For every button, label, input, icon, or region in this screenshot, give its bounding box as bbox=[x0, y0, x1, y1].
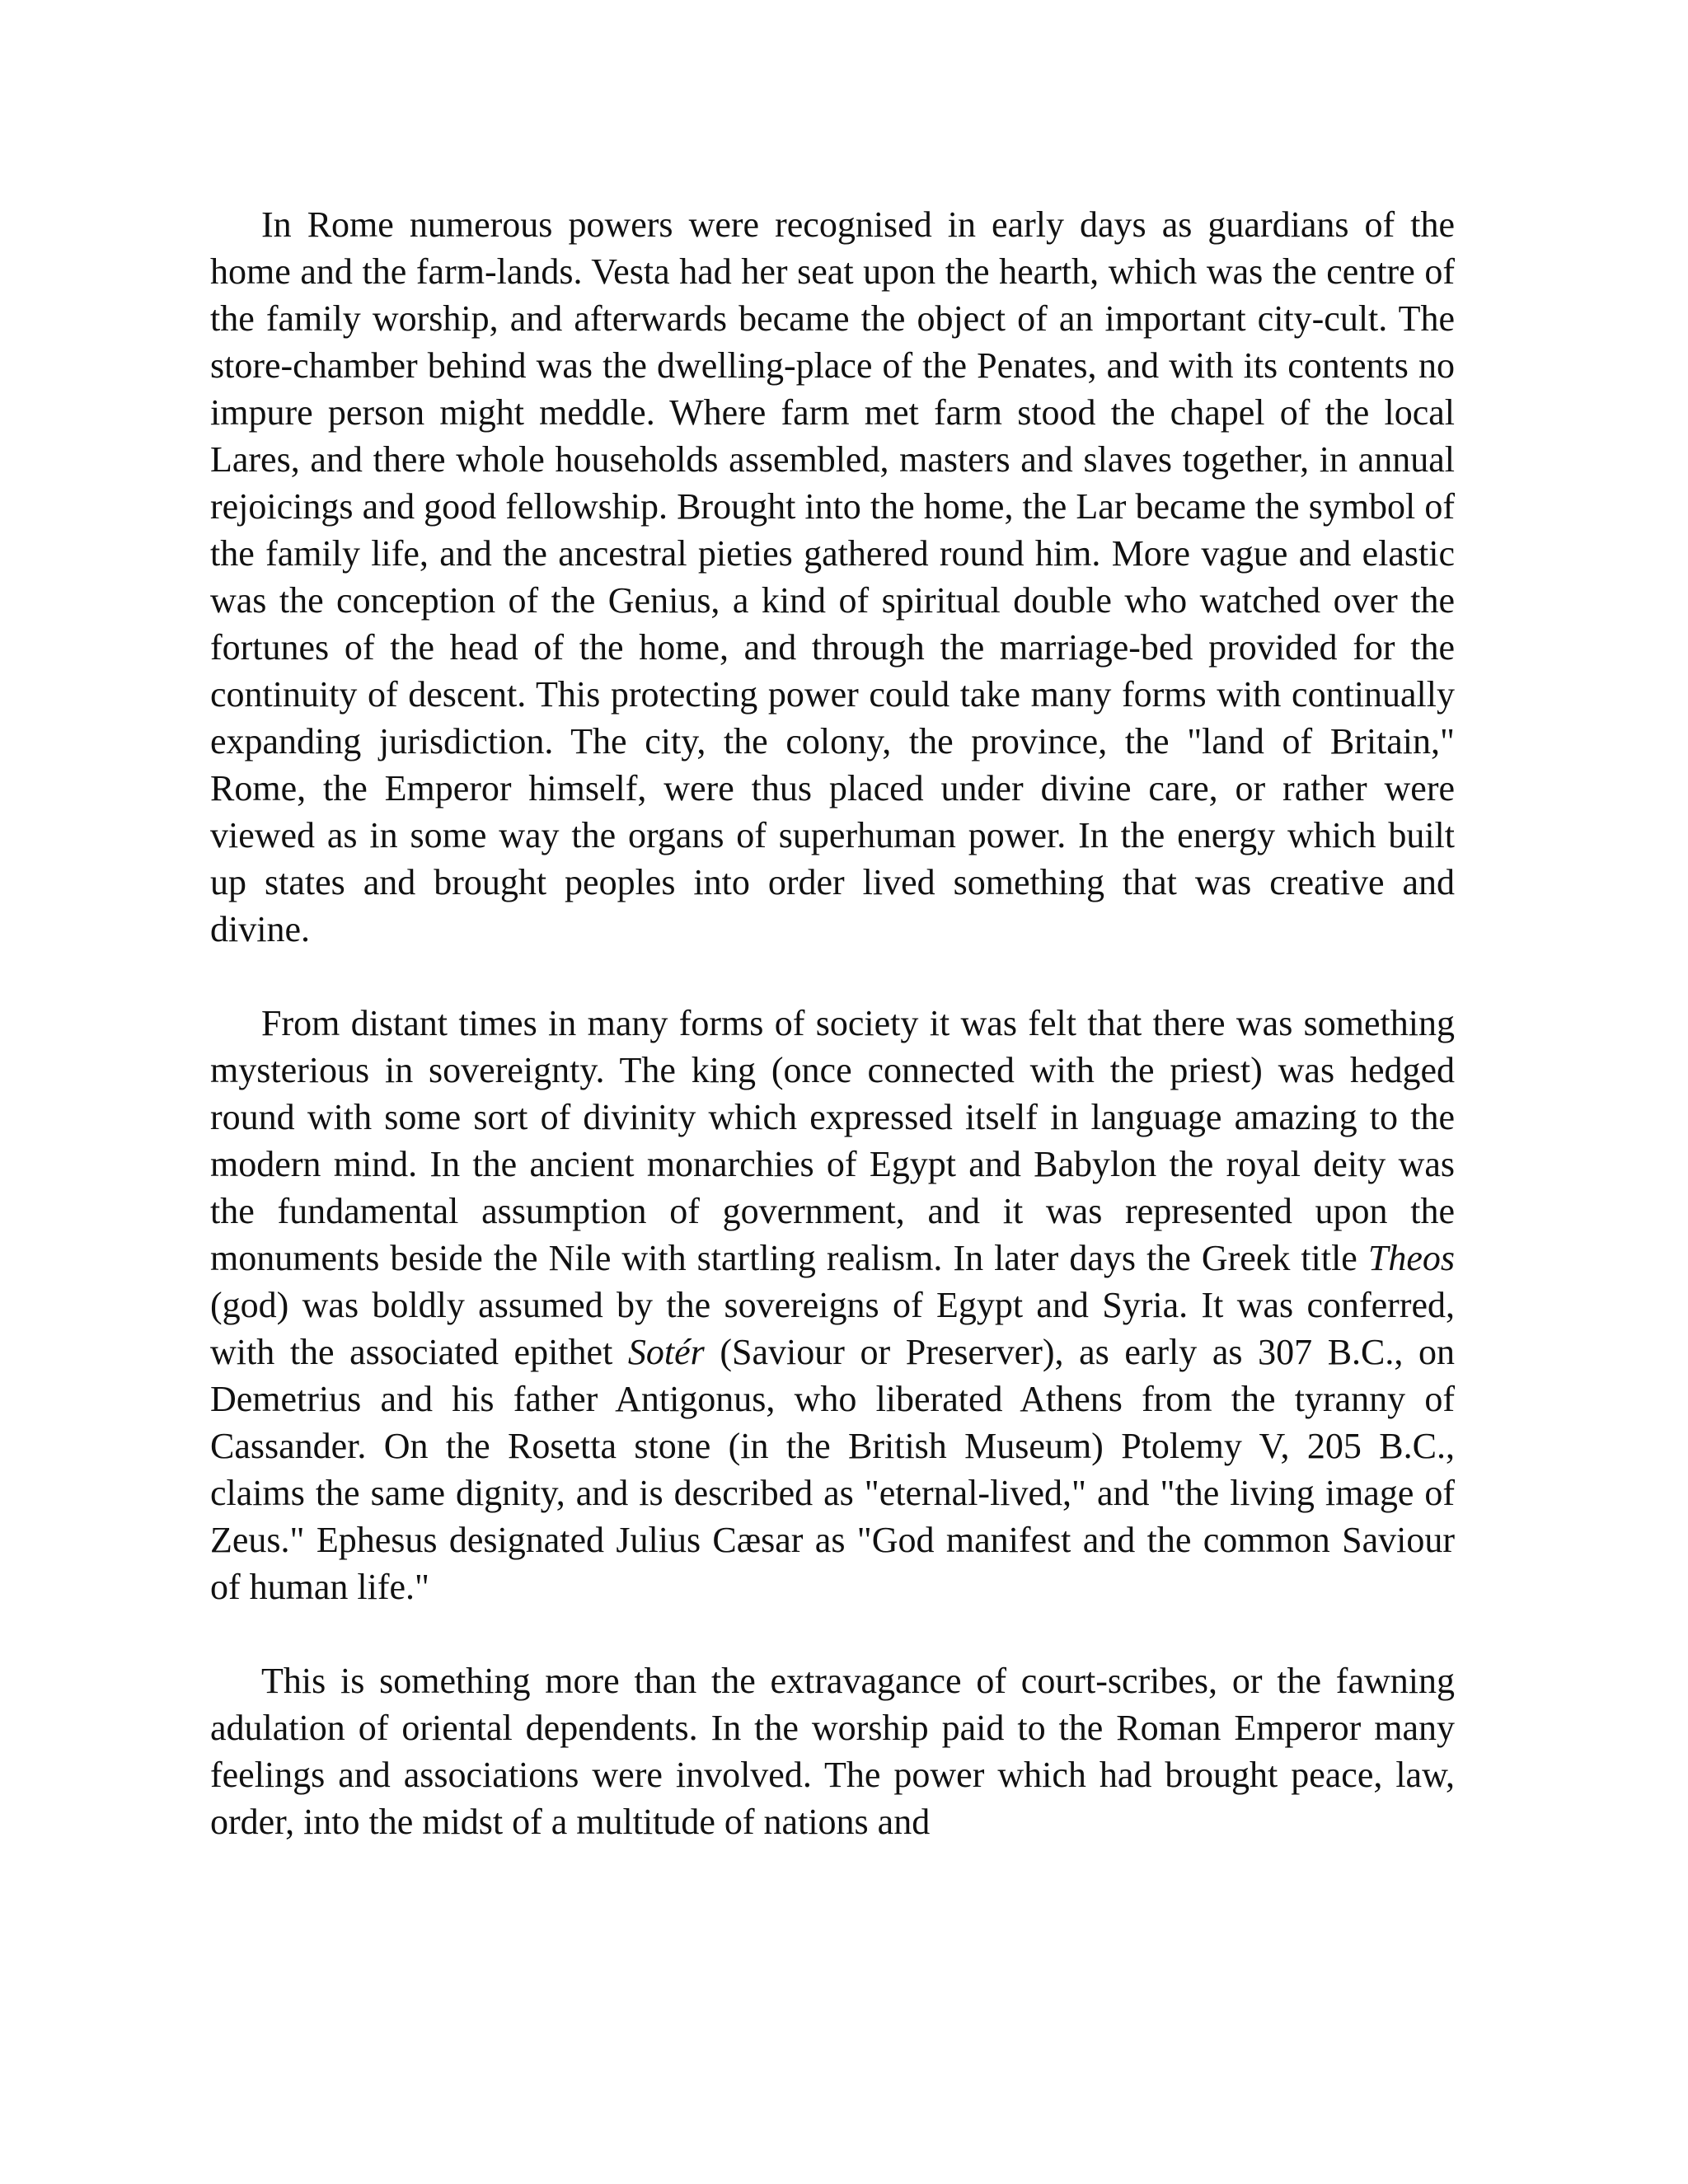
paragraph-3 bbox=[210, 1657, 1455, 1845]
paragraph-3-text: This is something more than the extravagance of court-scribes, or the fawning adulation of oriental dependents. In the worship paid to the Roman Emperor many feelings and associations were involved. The power which had brought peace, law, order, into the midst of a multitude of nations and bbox=[210, 1661, 1455, 1842]
paragraph-2 bbox=[210, 1000, 1455, 1610]
italic-term-theos: Theos bbox=[1367, 1238, 1455, 1278]
italic-term-soter: Sotér bbox=[627, 1332, 705, 1372]
paragraph-1 bbox=[210, 201, 1455, 953]
paragraph-2-text-b: (god) was boldly assumed by the sovereigns of Egypt and Syria. It was conferred, with the associated epithet bbox=[210, 1285, 1455, 1372]
document-page bbox=[210, 201, 1455, 1845]
paragraph-1-text: In Rome numerous powers were recognised in early days as guardians of the home and the farm-lands. Vesta had her seat upon the hearth, which was the centre of the family worship, and afterwards became the object of an important city-cult. The store-chamber behind was the dwelling-place of the Penates, and with its contents no impure person might meddle. Where farm met farm stood the chapel of the local Lares, and there whole households assembled, masters and slaves together, in annual rejoicings and good fellowship. Brought into the home, the Lar became the symbol of the family life, and the ancestral pieties gathered round him. More vague and elastic was the conception of the Genius, a kind of spiritual double who watched over the fortunes of the head of the home, and through the marriage-bed provided for the continuity of descent. This protecting power could take many forms with continually expanding jurisdiction. The city, the colony, the province, the "land of Britain," Rome, the Emperor himself, were thus placed under divine care, or rather were viewed as in some way the organs of superhuman power. In the energy which built up states and brought peoples into order lived something that was creative and divine. bbox=[210, 204, 1455, 949]
paragraph-2-text-c: (Saviour or Preserver), as early as 307 B.C., on Demetrius and his father Antigonus, who liberated Athens from the tyranny of Cassander. On the Rosetta stone (in the British Museum) Ptolemy V, 205 B.C., claims the same dignity, and is described as "eternal-lived," and "the living image of Zeus." Ephesus designated Julius Cæsar as "God manifest and the common Saviour of human life." bbox=[210, 1332, 1455, 1607]
paragraph-2-text-a: From distant times in many forms of society it was felt that there was something mysterious in sovereignty. The king (once connected with the priest) was hedged round with some sort of divinity which expressed itself in language amazing to the modern mind. In the ancient monarchies of Egypt and Babylon the royal deity was the fundamental assumption of government, and it was represented upon the monuments beside the Nile with startling realism. In later days the Greek title bbox=[210, 1003, 1455, 1278]
